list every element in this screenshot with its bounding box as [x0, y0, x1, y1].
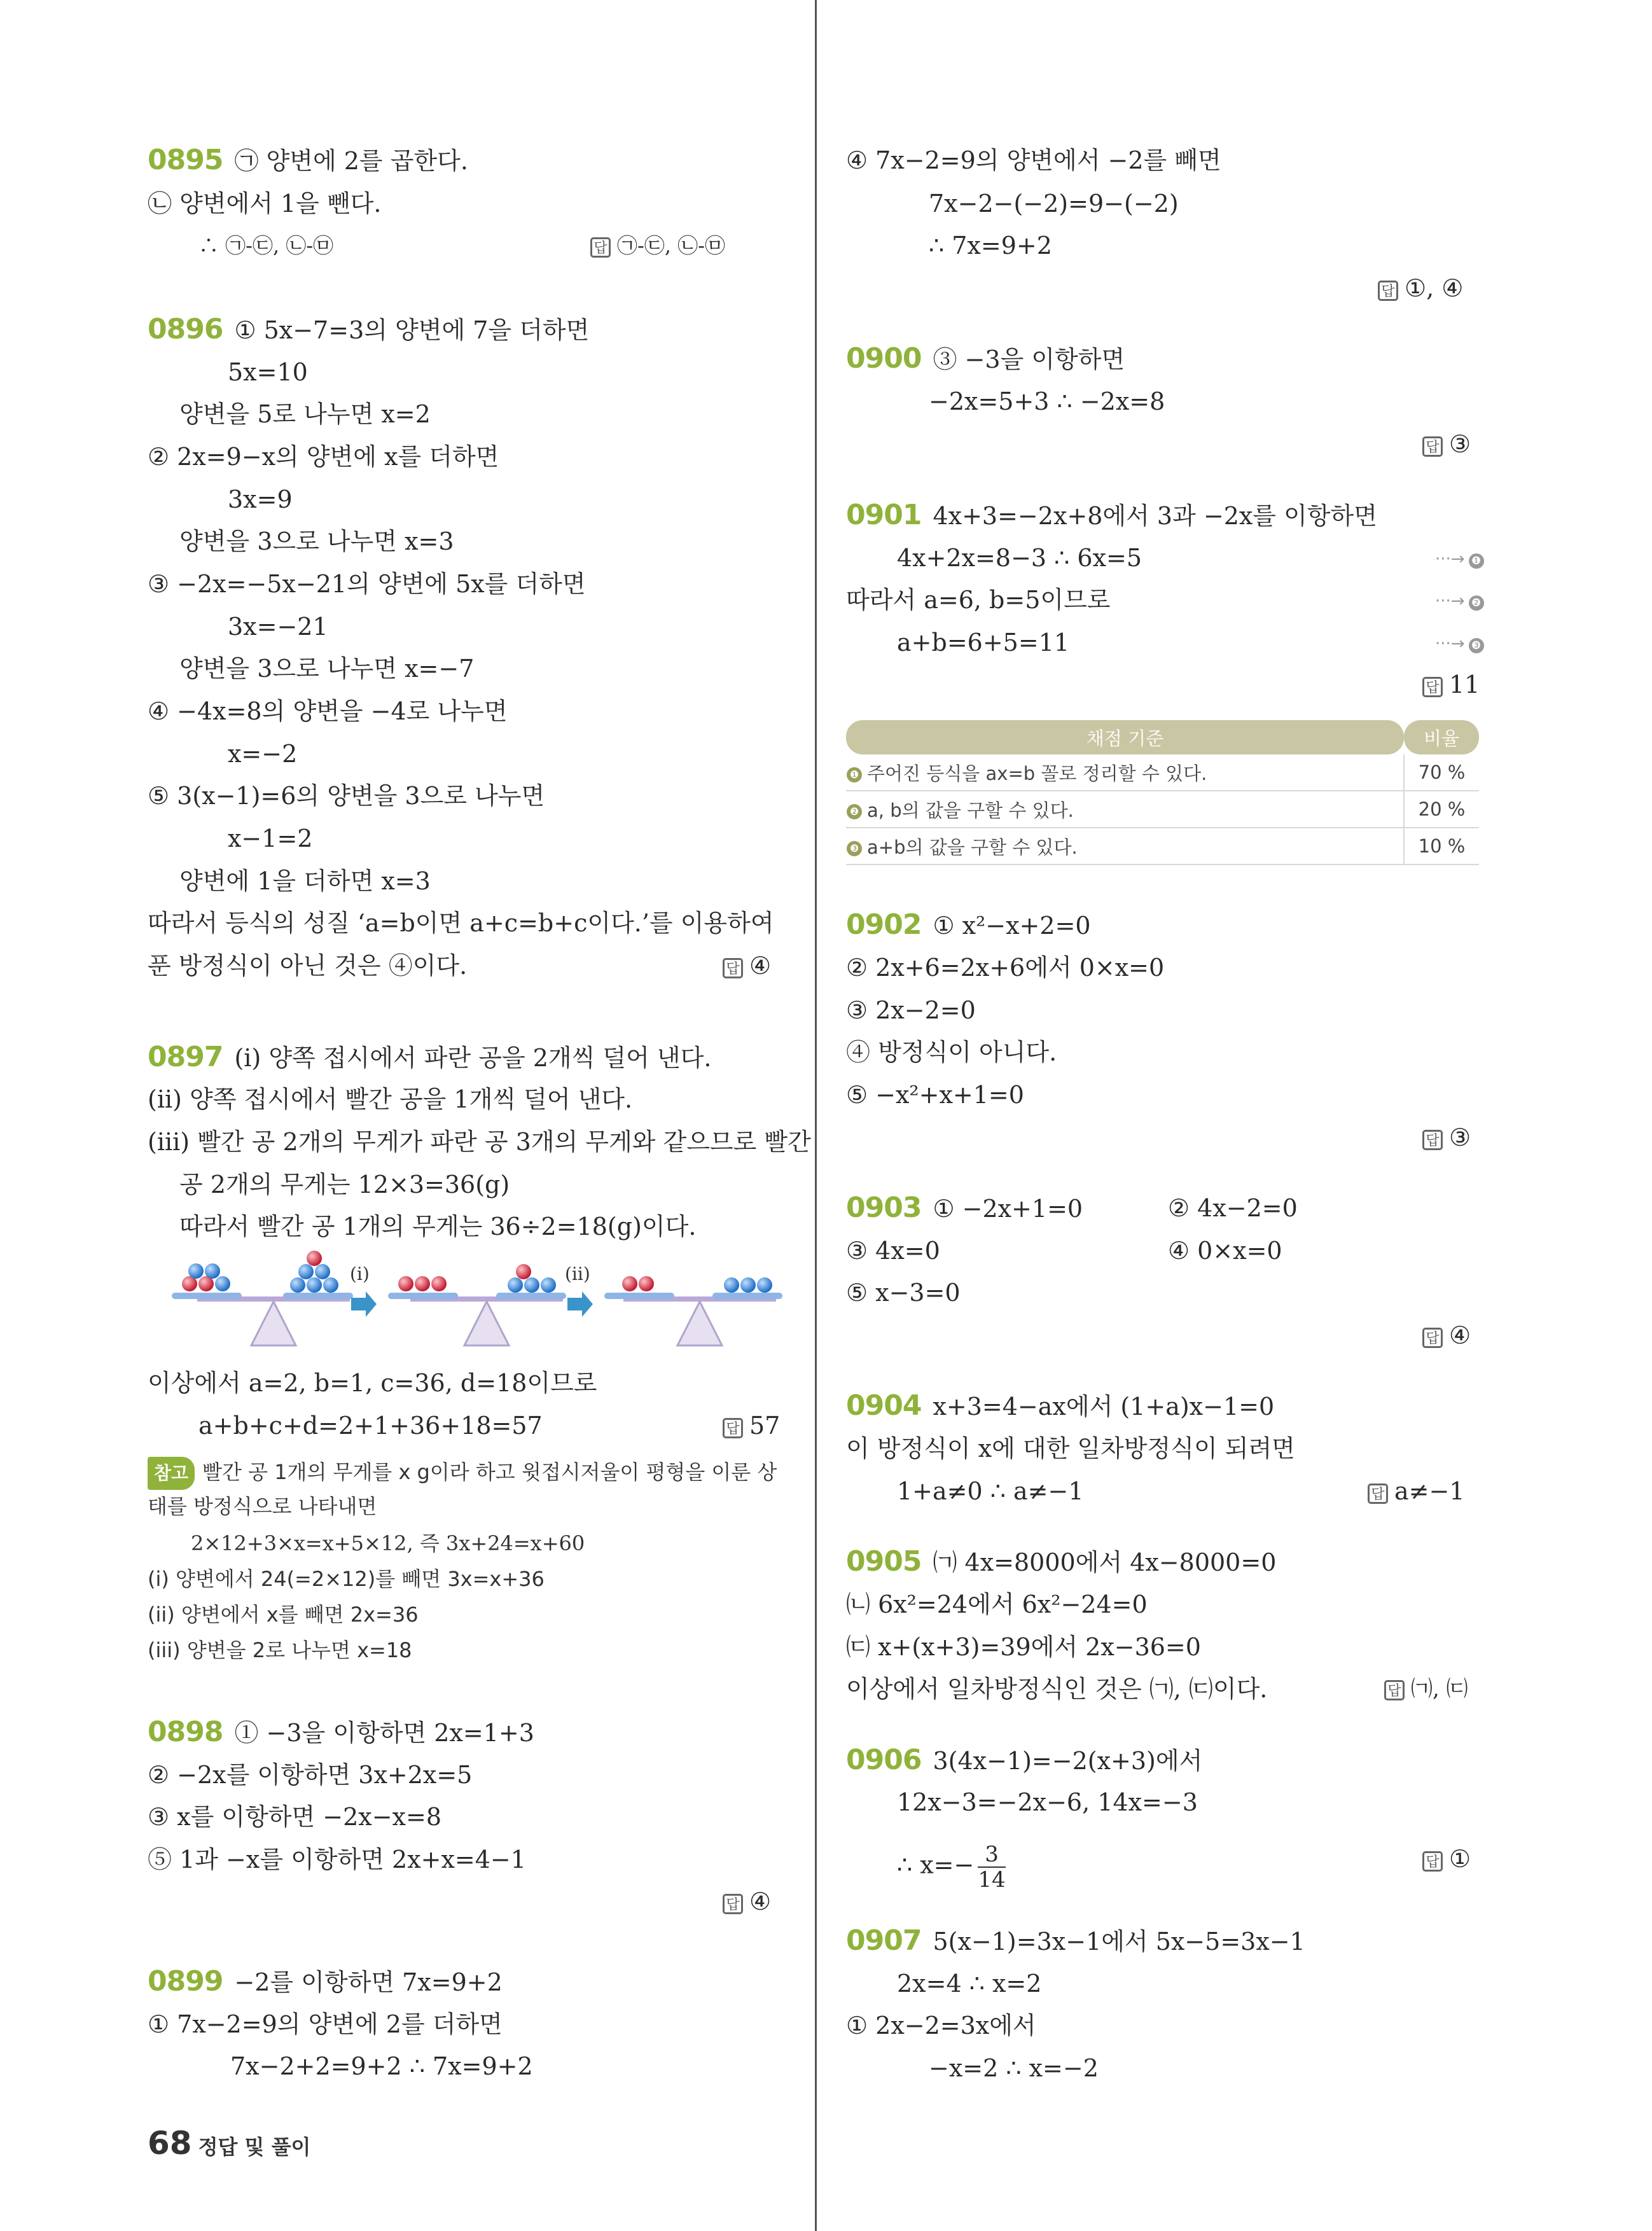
solution-line: 3x=9	[228, 485, 293, 513]
table-row: ❸ a+b의 값을 구할 수 있다. 10 %	[846, 828, 1479, 865]
solution-line: 따라서 a=6, b=5이므로	[846, 586, 1111, 614]
page-number: 68	[148, 2125, 192, 2162]
solution-line: ⑤ x−3=0	[846, 1279, 961, 1307]
page-label: 정답 및 풀이	[198, 2135, 311, 2159]
solution-line: ① 5x−7=3의 양변에 7을 더하면	[234, 316, 590, 344]
answer-icon: 답	[1422, 436, 1443, 457]
problem-number: 0901	[846, 499, 922, 531]
answer-icon: 답	[723, 958, 743, 978]
step-marker: ···→ ❶	[1435, 550, 1484, 569]
solution-line: ㉠ 양변에 2를 곱한다.	[234, 147, 468, 175]
solution-line: −2x=5+3 ∴ −2x=8	[929, 387, 1165, 415]
solution-line: ∴ 7x=9+2	[929, 232, 1052, 260]
solution-line: 7x−2+2=9+2 ∴ 7x=9+2	[230, 2052, 533, 2080]
solution-line: ① −3을 이항하면 2x=1+3	[234, 1719, 534, 1747]
solution-line: (i) 양쪽 접시에서 파란 공을 2개씩 덜어 낸다.	[234, 1044, 712, 1072]
answer: 답 ③	[1422, 1121, 1471, 1154]
step-label: (ii)	[565, 1263, 590, 1284]
solution-line: 7x−2−(−2)=9−(−2)	[929, 190, 1179, 218]
solution-line: 1+a≠0 ∴ a≠−1	[897, 1477, 1084, 1505]
table-header-criteria: 채점 기준	[846, 720, 1404, 754]
solution-line: 3x=−21	[228, 613, 328, 641]
problem-number: 0899	[148, 1965, 223, 1998]
solution-line: ① x²−x+2=0	[933, 912, 1091, 940]
solution-line: −2를 이항하면 7x=9+2	[234, 1968, 503, 1996]
solution-line: ② 2x=9−x의 양변에 x를 더하면	[148, 443, 499, 471]
table-row: ❷ a, b의 값을 구할 수 있다. 20 %	[846, 791, 1479, 828]
solution-line: ③ x를 이항하면 −2x−x=8	[148, 1803, 442, 1831]
problem-number: 0906	[846, 1744, 922, 1776]
table-header-ratio: 비율	[1404, 720, 1479, 754]
table-row: ❶ 주어진 등식을 ax=b 꼴로 정리할 수 있다. 70 %	[846, 754, 1479, 791]
solution-line: ∴ x=− $\frac{3}{14}$	[897, 1842, 1006, 1893]
scale-2	[388, 1264, 566, 1345]
answer-icon: 답	[1378, 281, 1398, 301]
problem-number: 0895	[148, 144, 223, 176]
scale-3	[604, 1276, 782, 1345]
problem-number: 0907	[846, 1924, 922, 1957]
arrow-right-icon	[351, 1291, 377, 1317]
step-label: (i)	[350, 1263, 370, 1284]
solution-line: ④ 0×x=0	[1168, 1237, 1282, 1265]
solution-line: 양변을 3으로 나누면 x=−7	[179, 655, 475, 683]
grading-criteria-table	[846, 720, 1479, 865]
answer-icon: 답	[1384, 1680, 1405, 1700]
answer-icon: 답	[1422, 1851, 1443, 1872]
answer: 답 ①, ④	[1378, 272, 1463, 305]
problem-number: 0896	[148, 313, 223, 345]
solution-line: ㈁ 6x²=24에서 6x²−24=0	[846, 1590, 1148, 1618]
answer: 답 a≠−1	[1368, 1475, 1465, 1508]
solution-line: 양변에 1을 더하면 x=3	[179, 867, 431, 895]
answer-icon: 답	[1422, 677, 1443, 697]
solution-line: 이상에서 a=2, b=1, c=36, d=18이므로	[148, 1369, 597, 1397]
step-marker: ···→ ❸	[1435, 634, 1484, 653]
problem-number: 0900	[846, 342, 922, 375]
solution-line: ① 2x−2=3x에서	[846, 2012, 1036, 2040]
fraction: $\frac{3}{14}$	[978, 1842, 1006, 1893]
solution-line: ④ −4x=8의 양변을 −4로 나누면	[148, 697, 508, 725]
solution-line: ③ 2x−2=0	[846, 996, 976, 1024]
arrow-right-icon	[567, 1291, 593, 1317]
solution-line: x−1=2	[228, 824, 313, 852]
note-tag: 참고	[148, 1457, 195, 1490]
answer-icon: 답	[723, 1894, 743, 1914]
page-footer	[148, 2125, 310, 2162]
problem-number: 0898	[148, 1716, 223, 1748]
solution-line: a+b=6+5=11	[897, 629, 1070, 657]
balance-scale-illustration	[159, 1247, 782, 1358]
solution-line: 공 2개의 무게는 12×3=36(g)	[179, 1171, 510, 1199]
problem-number: 0905	[846, 1545, 922, 1578]
answer: 답 ㉠-㉢, ㉡-㉤	[590, 229, 725, 262]
answer-icon: 답	[1368, 1484, 1388, 1504]
answer: 답 ④	[1422, 1319, 1471, 1352]
solution-line: 이상에서 일차방정식인 것은 ㈀, ㈂이다.	[846, 1675, 1268, 1703]
answer: 답 ④	[723, 1885, 771, 1918]
solution-line: −x=2 ∴ x=−2	[929, 2054, 1099, 2082]
solution-line: ③ −2x=−5x−21의 양변에 5x를 더하면	[148, 570, 586, 598]
solution-line: ① −2x+1=0	[933, 1195, 1083, 1223]
solution-line: ④ 7x−2=9의 양변에서 −2를 빼면	[846, 146, 1221, 174]
solution-line: 따라서 등식의 성질 ‘a=b이면 a+c=b+c이다.’를 이용하여	[148, 909, 774, 937]
solution-line: ③ 4x=0	[846, 1237, 940, 1265]
solution-line: ② 2x+6=2x+6에서 0×x=0	[846, 954, 1165, 982]
solution-line: 5x=10	[228, 358, 308, 386]
solution-line: ∴ ㉠-㉢, ㉡-㉤	[198, 233, 334, 258]
answer-icon: 답	[1422, 1130, 1443, 1150]
solution-line: ㈀ 4x=8000에서 4x−8000=0	[933, 1548, 1277, 1576]
problem-number: 0897	[148, 1041, 223, 1073]
solution-line: (iii) 빨간 공 2개의 무게가 파란 공 3개의 무게와 같으므로 빨간	[148, 1128, 811, 1156]
solution-line: ④ 방정식이 아니다.	[846, 1038, 1057, 1066]
answer-icon: 답	[1422, 1328, 1443, 1348]
answer: 답 ③	[1422, 427, 1471, 461]
answer-icon: 답	[723, 1418, 743, 1438]
solution-line: 4x+2x=8−3 ∴ 6x=5	[897, 544, 1142, 572]
problem-number: 0904	[846, 1389, 922, 1422]
answer: 답 ㈀, ㈂	[1384, 1672, 1468, 1706]
solution-line: 푼 방정식이 아닌 것은 ④이다.	[148, 952, 468, 980]
solution-line: ① 7x−2=9의 양변에 2를 더하면	[148, 2010, 503, 2038]
solution-line: a+b+c+d=2+1+36+18=57	[198, 1412, 543, 1440]
solution-line: 2x=4 ∴ x=2	[897, 1970, 1042, 1998]
solution-line: ㈂ x+(x+3)=39에서 2x−36=0	[846, 1633, 1201, 1661]
solution-line: 12x−3=−2x−6, 14x=−3	[897, 1788, 1198, 1816]
column-divider	[815, 0, 817, 2231]
solution-line: (ii) 양쪽 접시에서 빨간 공을 1개씩 덜어 낸다.	[148, 1085, 633, 1113]
solution-line: ③ −3을 이항하면	[933, 345, 1125, 373]
solution-line: 4x+3=−2x+8에서 3과 −2x를 이항하면	[933, 502, 1377, 530]
answer: 답 57	[723, 1409, 780, 1442]
answer: 답 11	[1422, 668, 1480, 701]
solution-line: 양변을 5로 나누면 x=2	[179, 400, 431, 428]
solution-line: x=−2	[228, 740, 298, 768]
solution-line: ㉡ 양변에서 1을 뺀다.	[148, 190, 382, 218]
solution-line: 양변을 3으로 나누면 x=3	[179, 527, 454, 555]
solution-line: 따라서 빨간 공 1개의 무게는 36÷2=18(g)이다.	[179, 1213, 697, 1241]
solution-line: 5(x−1)=3x−1에서 5x−5=3x−1	[933, 1928, 1305, 1956]
solution-line: ② 4x−2=0	[1168, 1194, 1298, 1222]
solution-line: ⑤ −x²+x+1=0	[846, 1081, 1024, 1109]
answer: 답 ①	[1422, 1842, 1471, 1875]
answer: 답 ④	[723, 949, 771, 982]
solution-line: ⑤ 3(x−1)=6의 양변을 3으로 나누면	[148, 782, 545, 810]
answer-icon: 답	[590, 237, 611, 258]
scale-1	[172, 1251, 353, 1345]
solution-line: ② −2x를 이항하면 3x+2x=5	[148, 1761, 473, 1789]
solution-line: 이 방정식이 x에 대한 일차방정식이 되려면	[846, 1435, 1295, 1463]
solution-line: 3(4x−1)=−2(x+3)에서	[933, 1747, 1203, 1775]
problem-number: 0903	[846, 1192, 922, 1224]
solution-line: x+3=4−ax에서 (1+a)x−1=0	[933, 1393, 1275, 1421]
step-marker: ···→ ❷	[1435, 592, 1484, 611]
problem-number: 0902	[846, 908, 922, 941]
solution-line: ⑤ 1과 −x를 이항하면 2x+x=4−1	[148, 1845, 526, 1873]
